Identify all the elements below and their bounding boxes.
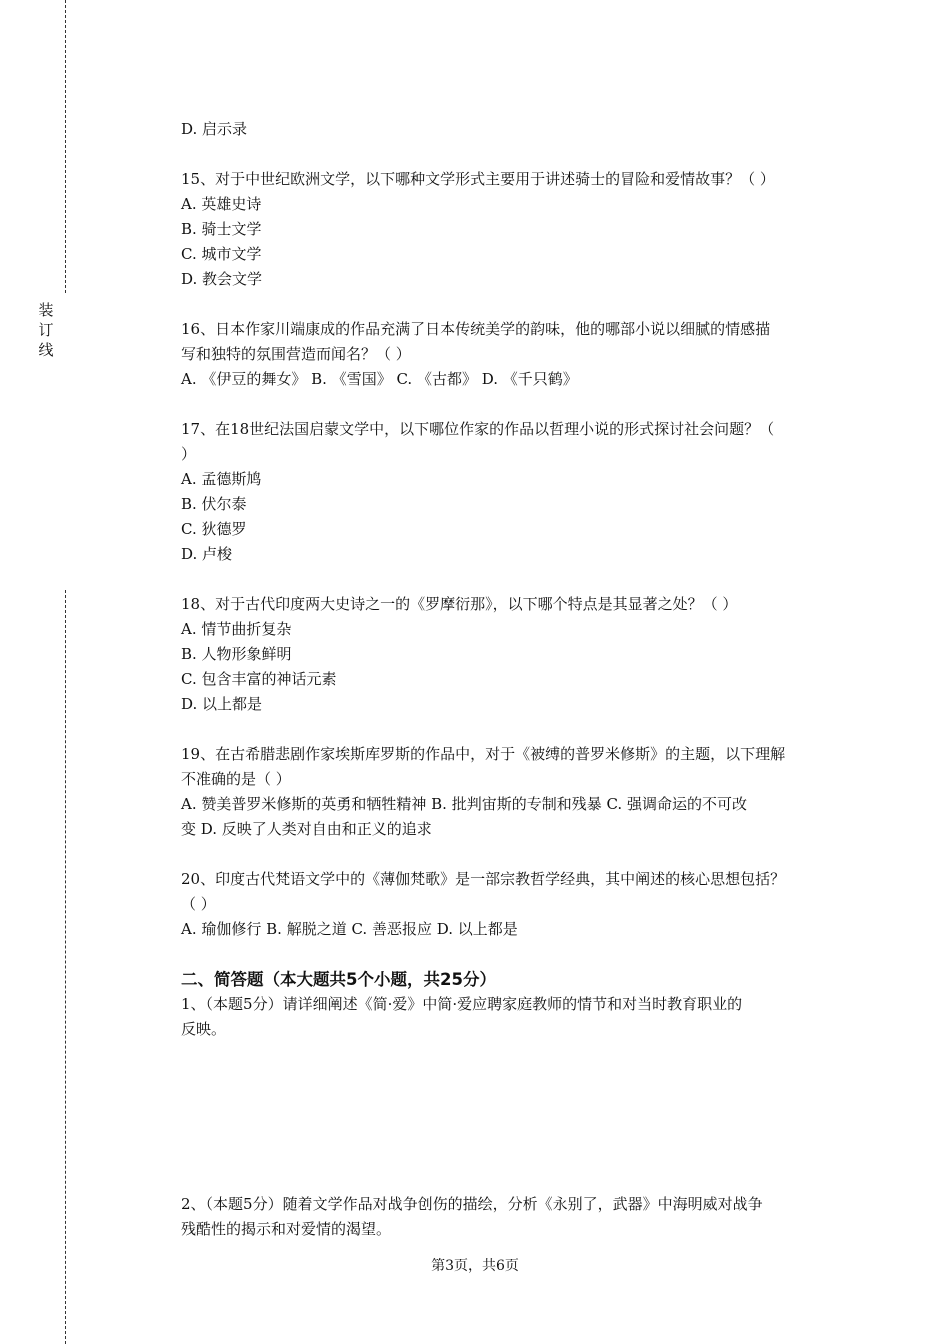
option-line: A. 英雄史诗 (181, 195, 262, 213)
option-line: C. 狄德罗 (181, 520, 247, 538)
option-line: D. 教会文学 (181, 270, 263, 288)
options-inline: A. 《伊豆的舞女》 B. 《雪国》 C. 《古都》 D. 《千只鹤》 (181, 370, 578, 388)
option-line: C. 城市文学 (181, 245, 262, 263)
options-inline: A. 瑜伽修行 B. 解脱之道 C. 善恶报应 D. 以上都是 (181, 920, 518, 938)
option-line: B. 伏尔泰 (181, 495, 247, 513)
question-19 (181, 742, 841, 842)
binding-char: 线 (38, 341, 54, 359)
options-inline-continued: 变 D. 反映了人类对自由和正义的追求 (181, 820, 432, 838)
option-line: A. 孟德斯鸠 (181, 470, 262, 488)
option-line: C. 包含丰富的神话元素 (181, 670, 337, 688)
binding-char: 装 (38, 301, 54, 319)
question-stem-continued: 不准确的是（ ） (181, 770, 291, 788)
option-line: D. 启示录 (181, 120, 248, 138)
binding-label (36, 300, 56, 360)
question-stem-continued: （ ） (181, 895, 216, 913)
short-answer-question-2: 2、（本题5分）随着文学作品对战争创伤的描绘，分析《永别了，武器》中海明威对战争 (181, 1195, 763, 1213)
question-stem: 19、在古希腊悲剧作家埃斯库罗斯的作品中，对于《被缚的普罗米修斯》的主题，以下理解 (181, 745, 786, 763)
question-stem-continued: 写和独特的氛围营造而闻名？（ ） (181, 345, 411, 363)
short-answer-question-1: 1、（本题5分）请详细阐述《简·爱》中简·爱应聘家庭教师的情节和对当时教育职业的 (181, 995, 743, 1013)
option-line: D. 卢梭 (181, 545, 233, 563)
binding-dashed-line-bottom (65, 590, 66, 1344)
binding-char: 订 (38, 321, 54, 339)
question-stem: 15、对于中世纪欧洲文学，以下哪种文学形式主要用于讲述骑士的冒险和爱情故事？（ ） (181, 170, 775, 188)
question-stem: 20、印度古代梵语文学中的《薄伽梵歌》是一部宗教哲学经典，其中阐述的核心思想包括？ (181, 870, 786, 888)
page-number: 第3页，共6页 (431, 1258, 519, 1274)
option-line: B. 人物形象鲜明 (181, 645, 292, 663)
section-title: 二、简答题（本大题共5个小题，共25分） (181, 970, 496, 989)
short-answer-question-2-continued: 残酷性的揭示和对爱情的渴望。 (181, 1220, 392, 1238)
question-17 (181, 417, 841, 567)
binding-dashed-line-top (65, 0, 66, 293)
options-inline: A. 赞美普罗米修斯的英勇和牺牲精神 B. 批判宙斯的专制和残暴 C. 强调命运的不可改 (181, 795, 747, 813)
question-15 (181, 167, 841, 292)
question-stem-continued: ） (181, 445, 197, 463)
section-short-answer (181, 967, 841, 1242)
option-line: A. 情节曲折复杂 (181, 620, 292, 638)
question-18 (181, 592, 841, 717)
short-answer-question-1-continued: 反映。 (181, 1020, 227, 1038)
question-stem: 18、对于古代印度两大史诗之一的《罗摩衍那》，以下哪个特点是其显著之处？（ ） (181, 595, 738, 613)
answer-space[interactable] (181, 1042, 841, 1192)
question-stem: 16、日本作家川端康成的作品充满了日本传统美学的韵味，他的哪部小说以细腻的情感描 (181, 320, 771, 338)
option-line: B. 骑士文学 (181, 220, 262, 238)
question-16 (181, 317, 841, 392)
exam-content (181, 117, 841, 1242)
question-20 (181, 867, 841, 942)
option-line: D. 以上都是 (181, 695, 263, 713)
question-stem: 17、在18世纪法国启蒙文学中，以下哪位作家的作品以哲理小说的形式探讨社会问题？（ (181, 420, 775, 438)
